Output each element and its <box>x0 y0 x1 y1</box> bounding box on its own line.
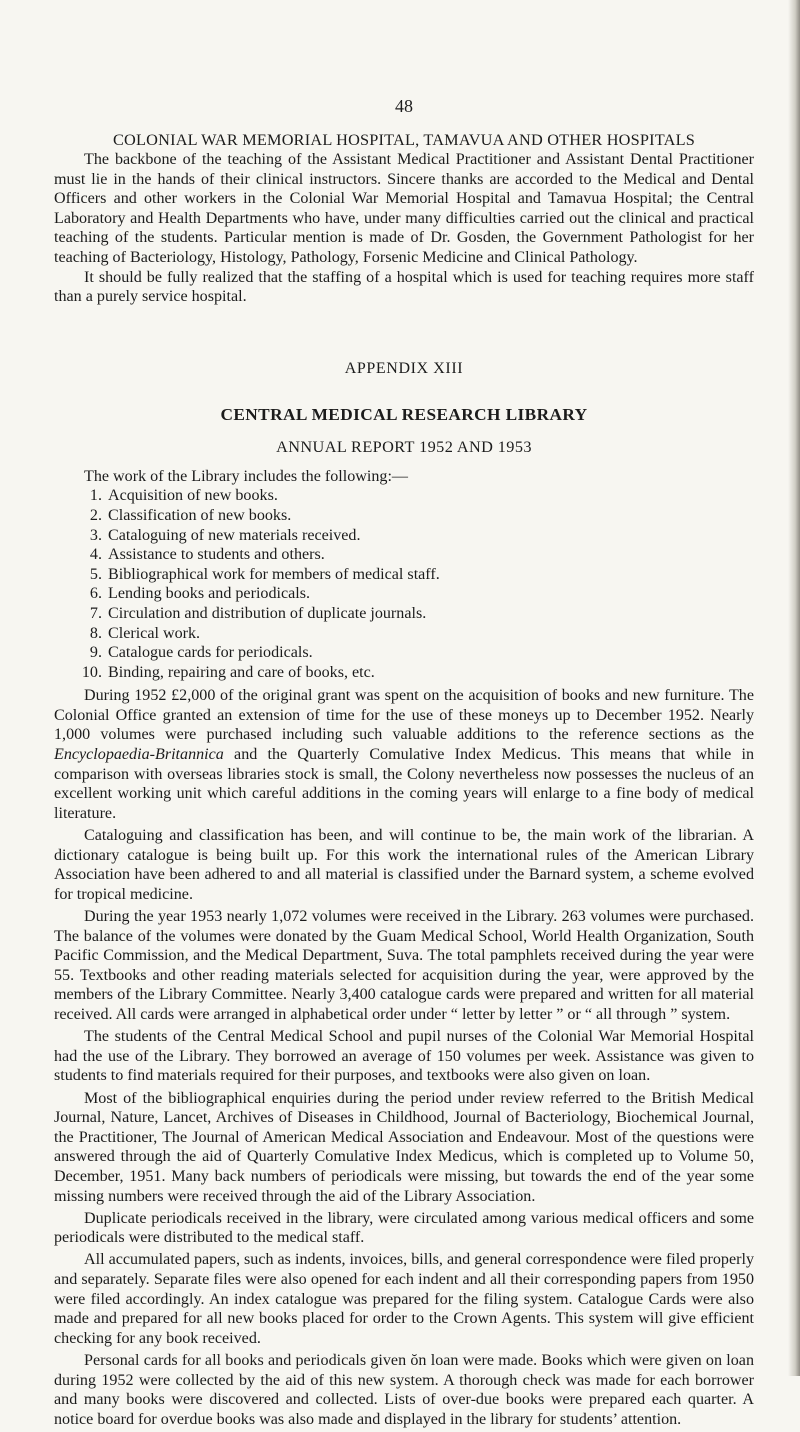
library-report-body <box>54 686 754 1429</box>
task-item <box>54 624 754 644</box>
task-text: Lending books and periodicals. <box>108 585 311 603</box>
task-number: 4. <box>89 546 102 564</box>
task-item <box>54 526 754 546</box>
hospitals-paragraph-2: It should be fully realized that the staffing of a hospital which is used for teaching requires more staff than a purely service hospital. <box>54 268 754 306</box>
library-paragraph-8: Personal cards for all books and periodicals given ŏn loan were made. Books which were given on loan during 1952 were collected by the aid of this new system. A thorough check was made for each borrower and many books were discovered and collected. Lists of over-due books were prepared each quarter. A notice board for overdue books was also made and displayed in the library for students’ attention. <box>54 1352 754 1428</box>
paragraph-text-before: During 1952 £2,000 of the original grant was spent on the acquisition of books and new furniture. The Colonial Office granted an extension of time for the use of these moneys up to December 1952. Nearly 1,000 volumes were purchased including such valuable additions to the reference sections as the <box>54 687 754 744</box>
task-item <box>54 565 754 585</box>
hospitals-paragraph-1: The backbone of the teaching of the Assistant Medical Practitioner and Assistant Dental Practitioner must lie in the hands of their clinical instructors. Sincere thanks are accorded to the Medical and Dental Officers and other workers in the Colonial War Memorial Hospital and Tamavua Hospital; the Central Laboratory and Health Departments who have, under many difficulties carried out the clinical and practical teaching of the students. Particular mention is made of Dr. Gosden, the Government Pathologist for her teaching of Bacteriology, Histology, Pathology, Forsenic Medicine and Clinical Pathology. <box>54 151 754 266</box>
task-item <box>54 643 754 663</box>
task-text: Classification of new books. <box>108 506 292 524</box>
library-title: CENTRAL MEDICAL RESEARCH LIBRARY <box>220 404 588 424</box>
paragraph-text-after: and the Quarterly Comulative Index Medicus. This means that while in comparison with overseas libraries stock is small, the Colony nevertheless now possesses the nucleus of an excellent working unit which careful additions in the coming years will enlarge to a fine body of medical literature. <box>54 746 754 822</box>
library-paragraph-4: The students of the Central Medical School and pupil nurses of the Colonial War Memorial Hospital had the use of the Library. They borrowed an average of 150 volumes per week. Assistance was given to students to find materials required for their purposes, and textbooks were also given on loan. <box>54 1028 754 1085</box>
task-text: Bibliographical work for members of medical staff. <box>108 565 440 583</box>
task-number: 7. <box>89 604 102 622</box>
task-number: 5. <box>89 565 102 583</box>
page-number: 48 <box>395 96 413 116</box>
page-edge-shadow <box>788 0 800 1376</box>
task-text: Catalogue cards for periodicals. <box>108 644 313 662</box>
tasks-intro: The work of the Library includes the following:— <box>84 467 409 485</box>
section-heading-hospitals: COLONIAL WAR MEMORIAL HOSPITAL, TAMAVUA AND OTHER HOSPITALS <box>113 130 695 149</box>
task-text: Circulation and distribution of duplicate journals. <box>108 604 427 622</box>
task-text: Clerical work. <box>108 624 201 642</box>
task-item <box>54 663 754 683</box>
task-number: 3. <box>89 526 102 544</box>
task-text: Assistance to students and others. <box>108 546 325 564</box>
library-paragraph-1 <box>54 686 754 823</box>
task-number: 6. <box>89 585 102 603</box>
task-text: Acquisition of new books. <box>108 487 278 505</box>
tasks-list <box>54 486 754 682</box>
task-item <box>54 604 754 624</box>
library-paragraph-7: All accumulated papers, such as indents, invoices, bills, and general correspondence were filed properly and separately. Separate files were also opened for each indent and all their corresponding papers from 1950 were filed accordingly. An index catalogue was prepared for the filing system. Catalogue Cards were also made and prepared for all new books placed for order to the Crown Agents. This system will give efficient checking for any book received. <box>54 1251 754 1347</box>
library-paragraph-3: During the year 1953 nearly 1,072 volumes were received in the Library. 263 volumes were purchased. The balance of the volumes were donated by the Guam Medical School, World Health Organization, South Pacific Commission, and the Medical Department, Suva. The total pamphlets received during the year were 55. Textbooks and other reading materials selected for acquisition during the year, were approved by the members of the Library Committee. Nearly 3,400 catalogue cards were prepared and written for all material received. All cards were arranged in alphabetical order under “ letter by letter ” or “ all through ” system. <box>54 908 754 1023</box>
task-number: 2. <box>89 506 102 524</box>
task-number: 8. <box>89 624 102 642</box>
document-page <box>54 0 754 1432</box>
task-item <box>54 486 754 506</box>
task-text: Cataloguing of new materials received. <box>108 526 361 544</box>
appendix-label: APPENDIX XIII <box>344 359 464 377</box>
task-item <box>54 506 754 526</box>
task-text: Binding, repairing and care of books, etc. <box>108 663 375 681</box>
task-item <box>54 545 754 565</box>
library-paragraph-6: Duplicate periodicals received in the library, were circulated among various medical officers and some periodicals were distributed to the medical staff. <box>54 1209 754 1247</box>
task-number: 1. <box>89 487 102 505</box>
task-number: 9. <box>89 644 102 662</box>
library-paragraph-2: Cataloguing and classification has been, and will continue to be, the main work of the librarian. A dictionary catalogue is being built up. For this work the international rules of the American Library Association have been adhered to and all material is classified under the Barnard system, a scheme evolved for tropical medicine. <box>54 827 754 903</box>
encyclopaedia-title: Encyclopaedia-Britannica <box>54 746 224 764</box>
task-number: 10. <box>81 663 102 681</box>
task-item <box>54 584 754 604</box>
library-paragraph-5: Most of the bibliographical enquiries during the period under review referred to the British Medical Journal, Nature, Lancet, Archives of Diseases in Childhood, Journal of Bacteriology, Biochemical Journal, the Practitioner, The Journal of American Medical Association and Endeavour. Most of the questions were answered through the aid of Quarterly Comulative Index Medicus, which is completed up to Volume 50, December, 1951. Many back numbers of periodicals were missing, but towards the end of the year some missing numbers were received through the aid of the Library Association. <box>54 1089 754 1205</box>
report-title: ANNUAL REPORT 1952 AND 1953 <box>276 436 532 456</box>
